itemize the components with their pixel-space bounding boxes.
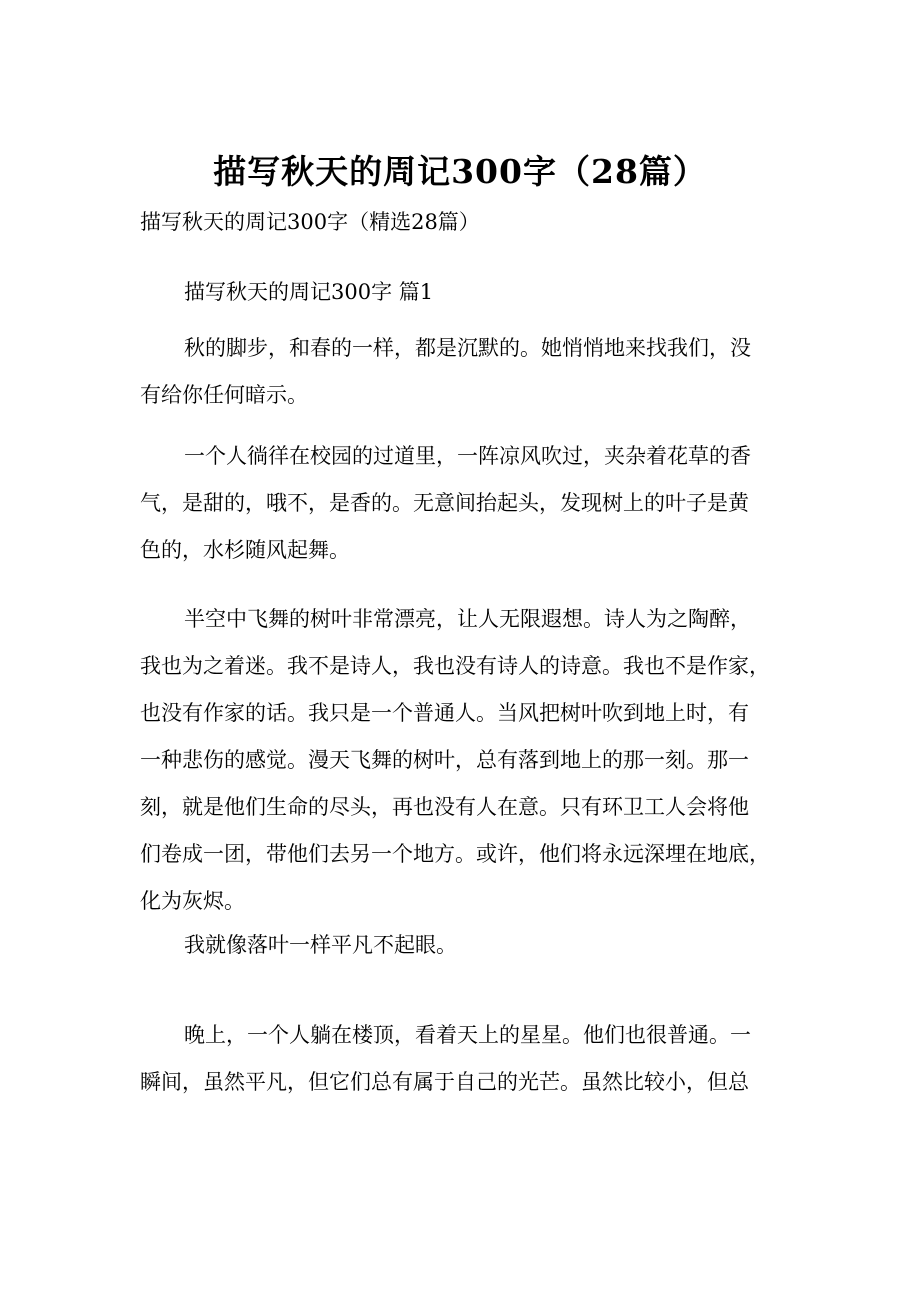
paragraph-line: 我也为之着迷。我不是诗人，我也没有诗人的诗意。我也不是作家，	[140, 654, 770, 678]
paragraph-line: 刻，就是他们生命的尽头，再也没有人在意。只有环卫工人会将他	[140, 795, 749, 819]
paragraph-line: 气，是甜的，哦不，是香的。无意间抬起头，发现树上的叶子是黄	[140, 491, 749, 515]
paragraph-line: 半空中飞舞的树叶非常漂亮，让人无限遐想。诗人为之陶醉，	[184, 607, 751, 631]
paragraph-line: 一个人徜徉在校园的过道里，一阵凉风吹过，夹杂着花草的香	[184, 444, 751, 468]
paragraph-5	[140, 1012, 800, 1106]
paragraph-4	[140, 922, 800, 969]
paragraph-line: 瞬间，虽然平凡，但它们总有属于自己的光芒。虽然比较小，但总	[140, 1070, 749, 1094]
document-title: 描写秋天的周记300字（28篇）	[213, 152, 707, 191]
paragraph-3	[140, 596, 800, 925]
paragraph-line: 色的，水杉随风起舞。	[140, 538, 350, 562]
paragraph-1	[140, 325, 800, 419]
paragraph-line: 一种悲伤的感觉。漫天飞舞的树叶，总有落到地上的那一刻。那一	[140, 748, 749, 772]
paragraph-line: 秋的脚步，和春的一样，都是沉默的。她悄悄地来找我们，没	[184, 336, 751, 360]
paragraph-line: 们卷成一团，带他们去另一个地方。或许，他们将永远深埋在地底，	[140, 842, 770, 866]
paragraph-line: 也没有作家的话。我只是一个普通人。当风把树叶吹到地上时，有	[140, 701, 749, 725]
paragraph-line: 晚上，一个人躺在楼顶，看着天上的星星。他们也很普通。一	[184, 1023, 751, 1047]
paragraph-line: 化为灰烬。	[140, 889, 245, 913]
paragraph-line: 有给你任何暗示。	[140, 383, 308, 407]
section-heading-text: 描写秋天的周记300字 篇1	[184, 280, 434, 304]
paragraph-line: 我就像落叶一样平凡不起眼。	[184, 933, 457, 957]
document-subtitle: 描写秋天的周记300字（精选28篇）	[140, 210, 480, 234]
section-heading	[140, 269, 800, 316]
paragraph-2	[140, 433, 800, 574]
